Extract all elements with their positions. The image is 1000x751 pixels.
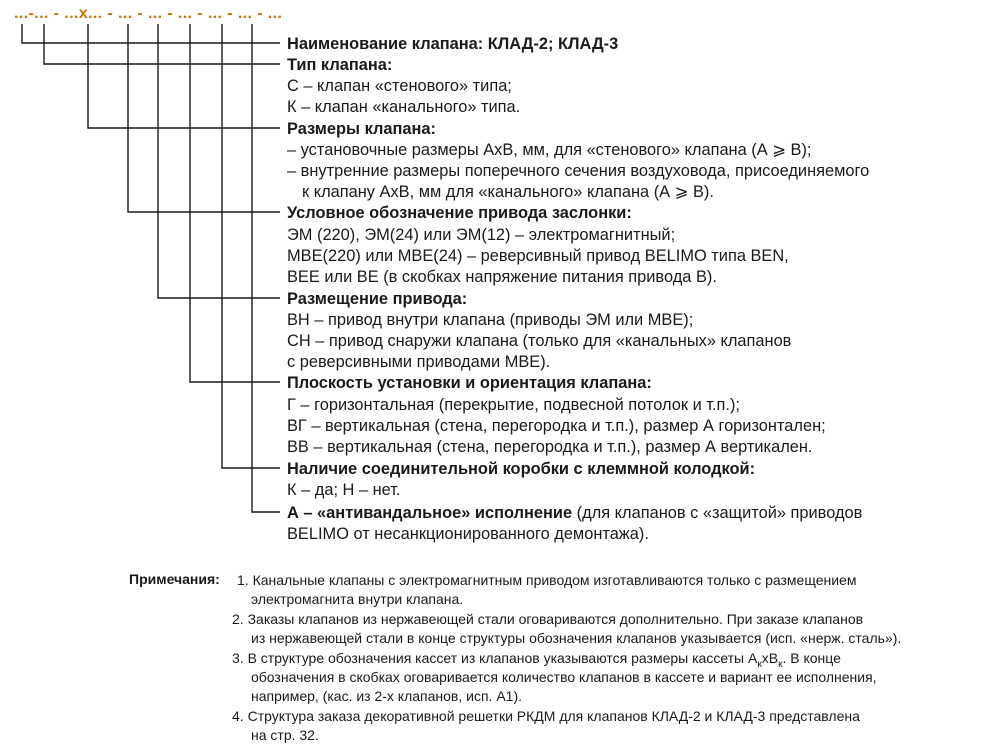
section-antivandal-title-rest: (для клапанов с «защитой» приводов (572, 504, 863, 522)
notes-title: Примечания: (129, 571, 220, 587)
note-1 (237, 571, 856, 589)
section-drive-line: ЭМ (220), ЭМ(24) или ЭМ(12) – электромагнитный; (287, 226, 676, 244)
section-type-heading: Тип клапана: (287, 56, 393, 74)
note-text: . В конце (782, 650, 841, 666)
note-text: В структуре обозначения кассет из клапанов указываются размеры кассеты А (247, 650, 758, 666)
note-2 (232, 610, 863, 628)
section-sizes-line: – установочные размеры АхВ, мм, для «стенового» клапана (А ⩾ В); (287, 141, 812, 159)
note-2-cont: из нержавеющей стали в конце структуры обозначения клапанов указывается (исп. «нерж. сталь»). (251, 630, 902, 646)
section-drive-heading: Условное обозначение привода заслонки: (287, 204, 632, 222)
section-box-line: К – да; Н – нет. (287, 481, 401, 499)
section-sizes-heading: Размеры клапана: (287, 120, 436, 138)
connector-box (222, 24, 280, 468)
section-sizes-line: – внутренние размеры поперечного сечения воздуховода, присоединяемого (287, 162, 870, 180)
section-orientation-line: Г – горизонтальная (перекрытие, подвесной потолок и т.п.); (287, 396, 740, 414)
subscript-k: к (778, 658, 783, 670)
note-number: 1. (237, 572, 249, 588)
section-placement-line: ВН – привод внутри клапана (приводы ЭМ или МВЕ); (287, 311, 694, 329)
connector-name (22, 24, 280, 43)
section-drive-line: МВЕ(220) или МВЕ(24) – реверсивный привод BELIMO типа BEN, (287, 247, 789, 265)
section-antivandal-title: А – «антивандальное» исполнение (287, 504, 573, 522)
section-type-line: С – клапан «стенового» типа; (287, 77, 512, 95)
note-3-cont: обозначения в скобках оговаривается количество клапанов в кассете и вариант ее исполнения, (251, 669, 877, 685)
section-placement-line: СН – привод снаружи клапана (только для «канальных» клапанов (287, 332, 792, 350)
note-4 (232, 707, 860, 725)
note-3-cont: например, (кас. из 2-х клапанов, исп. А1). (251, 688, 523, 704)
note-text: Заказы клапанов из нержавеющей стали оговариваются дополнительно. При заказе клапанов (247, 611, 864, 627)
section-box-heading: Наличие соединительной коробки с клеммной колодкой: (287, 460, 756, 478)
note-number: 3. (232, 650, 244, 666)
section-drive-line: ВЕЕ или ВЕ (в скобках напряжение питания привода В). (287, 268, 717, 286)
connector-placement (158, 24, 280, 298)
designation-code: ...-... - ...х... - ... - ... - ... - ... - ... - ... (14, 5, 283, 22)
section-orientation-heading: Плоскость установки и ориентация клапана: (287, 374, 652, 392)
connector-antivandal (252, 24, 280, 512)
section-sizes-line: к клапану АхВ, мм для «канального» клапана (А ⩾ В). (302, 183, 714, 201)
connector-sizes (88, 24, 280, 128)
section-placement-line: с реверсивными приводами МВЕ). (287, 353, 551, 371)
note-text: Структура заказа декоративной решетки РКДМ для клапанов КЛАД-2 и КЛАД-3 представлена (247, 708, 860, 724)
section-orientation-line: ВВ – вертикальная (стена, перегородка и т.п.), размер А вертикален. (287, 438, 813, 456)
section-name-heading: Наименование клапана: КЛАД-2; КЛАД-3 (287, 35, 619, 53)
note-1-cont: электромагнита внутри клапана. (251, 591, 464, 607)
section-type-line: К – клапан «канального» типа. (287, 98, 521, 116)
connector-drive (128, 24, 280, 212)
section-orientation-line: ВГ – вертикальная (стена, перегородка и т.п.), размер А горизонтален; (287, 417, 826, 435)
subscript-k: к (757, 658, 762, 670)
connector-orientation (190, 24, 280, 382)
note-text: Канальные клапаны с электромагнитным приводом изготавливаются только с размещением (252, 572, 857, 588)
section-antivandal-heading (287, 503, 862, 524)
connector-type (44, 24, 280, 64)
section-placement-heading: Размещение привода: (287, 290, 468, 308)
note-text: хВ (761, 650, 779, 666)
note-number: 2. (232, 611, 244, 627)
note-number: 4. (232, 708, 244, 724)
section-antivandal-line: BELIMO от несанкционированного демонтажа). (287, 525, 649, 543)
note-4-cont: на стр. 32. (251, 727, 319, 743)
